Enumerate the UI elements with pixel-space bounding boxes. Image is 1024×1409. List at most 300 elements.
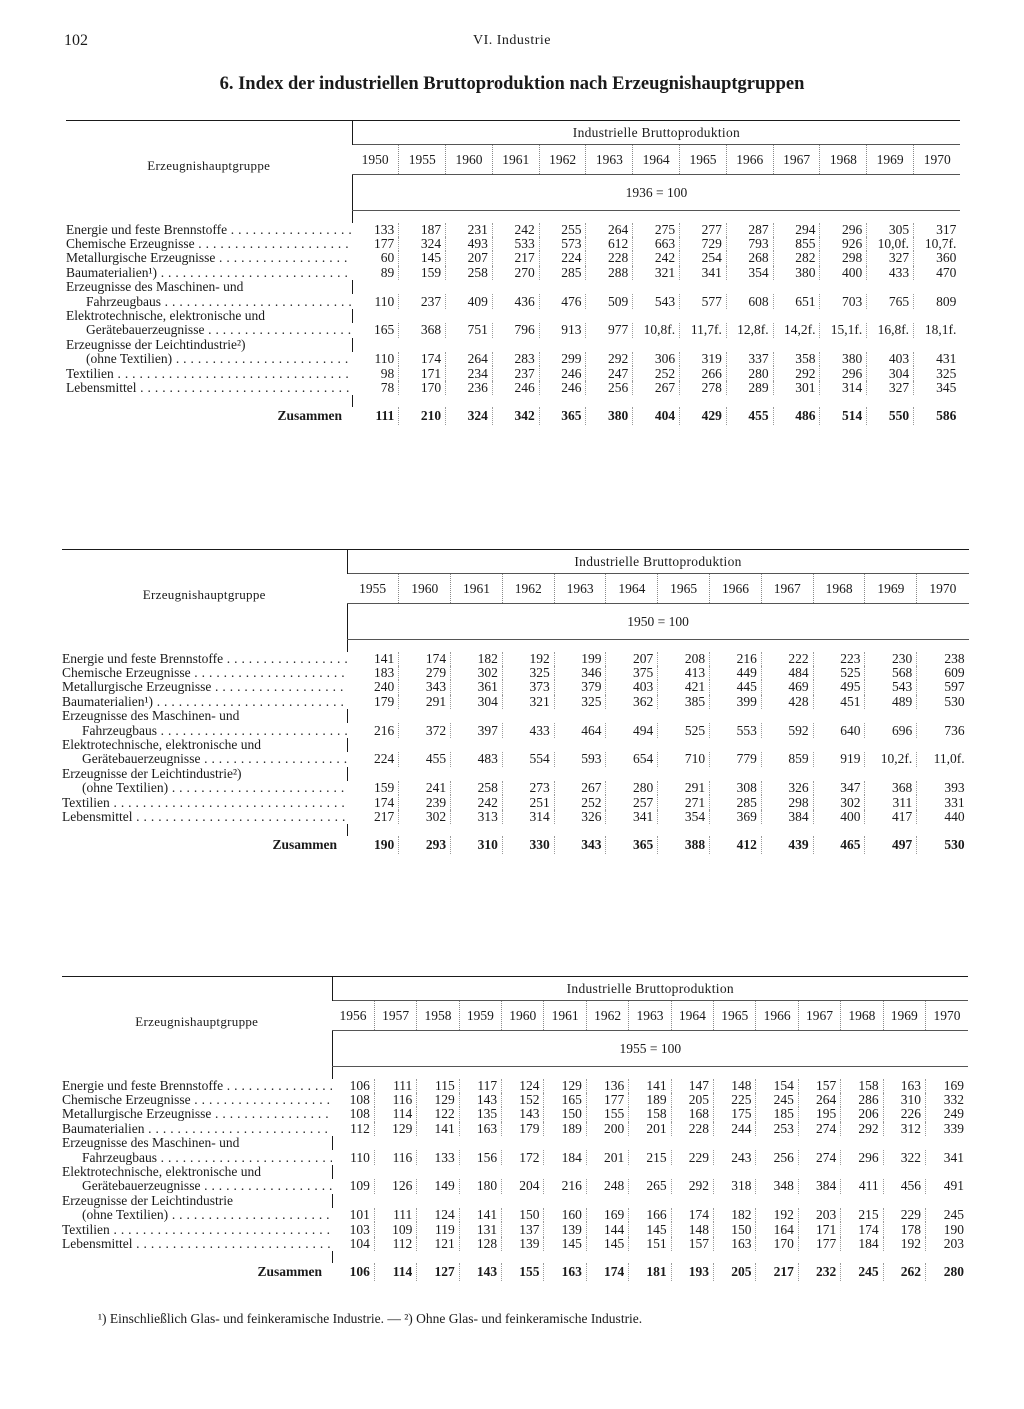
- value-cell: 304: [867, 366, 914, 380]
- value-cell: 237: [399, 294, 446, 308]
- value-cell: 258: [446, 266, 493, 280]
- value-cell: 158: [841, 1079, 883, 1093]
- value-cell: 280: [726, 366, 773, 380]
- row-label: Baumaterialien¹) . . .: [66, 266, 352, 280]
- value-cell: 10,2f.: [865, 752, 917, 766]
- year-header: 1967: [761, 574, 813, 604]
- value-cell: 294: [773, 223, 820, 237]
- value-cell: 110: [374, 293, 395, 309]
- value-cell: 182: [451, 652, 503, 666]
- value-cell: 348: [756, 1179, 798, 1193]
- value-cell: 150: [544, 1107, 586, 1121]
- value-cell: 296: [820, 366, 867, 380]
- table-row: [66, 309, 960, 323]
- total-label: Zusammen: [277, 408, 342, 424]
- value-cell: 145: [544, 1237, 586, 1251]
- value-cell: 525: [658, 723, 710, 737]
- value-cell: 533: [492, 237, 539, 251]
- value-cell: 325: [914, 366, 961, 380]
- value-cell: 148: [671, 1222, 713, 1236]
- value-cell: 230: [865, 652, 917, 666]
- value-cell: 175: [714, 1107, 756, 1121]
- total-value-cell: 412: [710, 836, 762, 854]
- value-cell: 436: [492, 294, 539, 308]
- value-cell: 163: [459, 1122, 501, 1136]
- value-cell: 145: [399, 251, 446, 265]
- value-cell: 177: [586, 1093, 628, 1107]
- value-cell: 111: [374, 1079, 416, 1093]
- total-value-cell: 245: [841, 1263, 883, 1281]
- value-cell: 421: [658, 680, 710, 694]
- value-cell: 226: [883, 1107, 925, 1121]
- spacer-cell: [352, 338, 960, 352]
- table-row: [62, 1122, 968, 1136]
- year-header: 1964: [633, 145, 680, 175]
- value-cell: 184: [544, 1150, 586, 1164]
- value-cell: 292: [671, 1179, 713, 1193]
- value-cell: 183: [374, 665, 395, 681]
- value-cell: 379: [554, 680, 606, 694]
- total-value-cell: 280: [926, 1263, 969, 1281]
- value-cell: 156: [459, 1150, 501, 1164]
- value-cell: 346: [554, 666, 606, 680]
- row-label: Baumaterialien¹) . . .: [62, 695, 347, 709]
- year-header: 1961: [544, 1001, 586, 1031]
- total-value-cell: 455: [726, 407, 773, 425]
- value-cell: 449: [710, 666, 762, 680]
- value-cell: 302: [399, 810, 451, 824]
- value-cell: 110: [350, 1149, 370, 1165]
- value-cell: 440: [917, 810, 969, 824]
- value-cell: 109: [374, 1222, 416, 1236]
- table-row: [66, 294, 960, 308]
- table-row: [62, 680, 969, 694]
- row-label: Elektrotechnische, elektronische und: [62, 737, 262, 753]
- value-cell: 112: [374, 1237, 416, 1251]
- value-cell: 403: [606, 680, 658, 694]
- value-cell: 509: [586, 294, 633, 308]
- value-cell: 362: [606, 695, 658, 709]
- value-cell: 493: [446, 237, 493, 251]
- value-cell: 222: [761, 652, 813, 666]
- value-cell: 287: [726, 223, 773, 237]
- value-cell: 201: [629, 1122, 671, 1136]
- value-cell: 78: [380, 379, 395, 395]
- value-cell: 573: [539, 237, 586, 251]
- value-cell: 314: [820, 381, 867, 395]
- table-row: [66, 237, 960, 251]
- value-cell: 11,7f.: [680, 323, 727, 337]
- value-cell: 11,0f.: [917, 752, 969, 766]
- value-cell: 326: [761, 781, 813, 795]
- value-cell: 236: [446, 381, 493, 395]
- value-cell: 141: [417, 1122, 459, 1136]
- year-header: 1969: [867, 145, 914, 175]
- value-cell: 205: [671, 1093, 713, 1107]
- running-head: VI. Industrie: [472, 33, 552, 48]
- value-cell: 464: [554, 723, 606, 737]
- spacer-cell: [332, 1067, 968, 1079]
- row-label: Metallurgische Erzeugnisse . . .: [66, 251, 352, 265]
- value-cell: 242: [492, 223, 539, 237]
- value-cell: 286: [841, 1093, 883, 1107]
- value-cell: 252: [554, 795, 606, 809]
- value-cell: 15,1f.: [820, 323, 867, 337]
- value-cell: 242: [633, 251, 680, 265]
- value-cell: 855: [773, 237, 820, 251]
- value-cell: 859: [761, 752, 813, 766]
- value-cell: 274: [798, 1150, 840, 1164]
- total-value-cell: 114: [374, 1263, 416, 1281]
- total-value-cell: 210: [399, 407, 446, 425]
- value-cell: 216: [374, 722, 395, 738]
- value-cell: 124: [417, 1208, 459, 1222]
- value-cell: 174: [399, 352, 446, 366]
- spacer-cell: [347, 767, 969, 781]
- value-cell: 199: [554, 652, 606, 666]
- value-cell: 809: [914, 294, 961, 308]
- value-cell: 124: [502, 1079, 544, 1093]
- total-value-cell: 181: [629, 1263, 671, 1281]
- value-cell: 248: [586, 1179, 628, 1193]
- year-header: 1955: [347, 574, 399, 604]
- value-cell: 145: [629, 1222, 671, 1236]
- value-cell: 16,8f.: [867, 323, 914, 337]
- value-cell: 491: [926, 1179, 969, 1193]
- value-cell: 476: [539, 294, 586, 308]
- row-label: Chemische Erzeugnisse . . .: [66, 237, 352, 251]
- value-cell: 306: [633, 352, 680, 366]
- spacer-cell: [332, 1136, 968, 1150]
- year-header: 1968: [813, 574, 865, 604]
- value-cell: 208: [658, 652, 710, 666]
- value-cell: 229: [883, 1208, 925, 1222]
- value-cell: 298: [820, 251, 867, 265]
- spacer-cell: [352, 211, 960, 223]
- value-cell: 325: [502, 666, 554, 680]
- total-value-cell: 193: [671, 1263, 713, 1281]
- value-cell: 433: [502, 723, 554, 737]
- value-cell: 256: [586, 381, 633, 395]
- value-cell: 217: [492, 251, 539, 265]
- value-cell: 187: [399, 223, 446, 237]
- year-header: 1960: [446, 145, 493, 175]
- value-cell: 369: [710, 810, 762, 824]
- value-cell: 265: [629, 1179, 671, 1193]
- row-label: Textilien . . .: [66, 366, 352, 380]
- value-cell: 257: [606, 795, 658, 809]
- total-value-cell: 343: [554, 836, 606, 854]
- year-header: 1962: [586, 1001, 628, 1031]
- value-cell: 104: [349, 1235, 370, 1251]
- table-row: [62, 1208, 968, 1222]
- value-cell: 165: [374, 322, 395, 338]
- value-cell: 311: [865, 795, 917, 809]
- row-label: Erzeugnisse des Maschinen- und: [62, 1136, 240, 1151]
- value-cell: 326: [554, 810, 606, 824]
- value-cell: 112: [350, 1120, 370, 1136]
- row-label: Erzeugnisse des Maschinen- und: [66, 280, 244, 295]
- value-cell: 144: [586, 1222, 628, 1236]
- total-value-cell: 530: [917, 836, 969, 854]
- value-cell: 470: [914, 266, 961, 280]
- year-header: 1967: [773, 145, 820, 175]
- row-label-continuation: Gerätebauerzeugnisse . . .: [66, 323, 352, 337]
- value-cell: 121: [417, 1237, 459, 1251]
- table-row: [62, 1136, 968, 1150]
- value-cell: 361: [451, 680, 503, 694]
- value-cell: 327: [867, 251, 914, 265]
- value-cell: 327: [867, 381, 914, 395]
- value-cell: 445: [710, 680, 762, 694]
- total-value-cell: 111: [375, 408, 395, 424]
- value-cell: 318: [714, 1179, 756, 1193]
- value-cell: 919: [813, 752, 865, 766]
- value-cell: 400: [813, 810, 865, 824]
- value-cell: 347: [813, 781, 865, 795]
- table-row: [62, 738, 969, 752]
- spacer-row: [62, 1251, 968, 1263]
- row-label: Elektrotechnische, elektronische und: [62, 1164, 262, 1180]
- value-cell: 696: [865, 723, 917, 737]
- spacer-cell: [62, 1251, 332, 1263]
- value-cell: 141: [459, 1208, 501, 1222]
- value-cell: 321: [502, 695, 554, 709]
- value-cell: 469: [761, 680, 813, 694]
- value-cell: 325: [554, 695, 606, 709]
- value-cell: 411: [841, 1179, 883, 1193]
- total-value-cell: 293: [399, 836, 451, 854]
- value-cell: 207: [446, 251, 493, 265]
- total-value-cell: 388: [658, 836, 710, 854]
- value-cell: 165: [544, 1093, 586, 1107]
- value-cell: 242: [451, 795, 503, 809]
- value-cell: 206: [841, 1107, 883, 1121]
- value-cell: 288: [586, 266, 633, 280]
- spacer-row: [62, 824, 969, 836]
- value-cell: 337: [726, 352, 773, 366]
- value-cell: 612: [586, 237, 633, 251]
- spacer-cell: [352, 309, 960, 323]
- value-cell: 143: [459, 1093, 501, 1107]
- value-cell: 483: [451, 752, 503, 766]
- total-value-cell: 106: [349, 1264, 370, 1280]
- value-cell: 182: [714, 1208, 756, 1222]
- value-cell: 166: [629, 1208, 671, 1222]
- label-header: Erzeugnishauptgruppe: [66, 121, 352, 211]
- row-label-continuation: (ohne Textilien) . . .: [66, 352, 352, 366]
- value-cell: 110: [374, 351, 395, 367]
- table-row: [66, 280, 960, 294]
- row-label: Erzeugnisse der Leichtindustrie²): [62, 766, 242, 781]
- value-cell: 292: [773, 366, 820, 380]
- value-cell: 195: [798, 1107, 840, 1121]
- value-cell: 279: [399, 666, 451, 680]
- total-value-cell: 439: [761, 836, 813, 854]
- value-cell: 179: [374, 693, 395, 709]
- value-cell: 417: [865, 810, 917, 824]
- value-cell: 321: [633, 266, 680, 280]
- group-header: Industrielle Bruttoproduktion: [352, 121, 960, 145]
- value-cell: 384: [761, 810, 813, 824]
- value-cell: 141: [374, 650, 395, 666]
- value-cell: 237: [492, 366, 539, 380]
- value-cell: 240: [374, 679, 395, 695]
- value-cell: 494: [606, 723, 658, 737]
- total-row: [62, 836, 969, 854]
- value-cell: 312: [883, 1122, 925, 1136]
- spacer-row: [66, 211, 960, 223]
- value-cell: 592: [761, 723, 813, 737]
- value-cell: 184: [841, 1237, 883, 1251]
- year-header: 1968: [820, 145, 867, 175]
- index-table: [62, 549, 969, 854]
- value-cell: 313: [451, 810, 503, 824]
- year-header: 1963: [554, 574, 606, 604]
- value-cell: 60: [380, 250, 395, 266]
- value-cell: 147: [671, 1079, 713, 1093]
- spacer-cell: [347, 709, 969, 723]
- value-cell: 302: [451, 666, 503, 680]
- year-header: 1956: [332, 1001, 374, 1031]
- row-label: Chemische Erzeugnisse . . .: [62, 1093, 332, 1107]
- total-row: [62, 1263, 968, 1281]
- value-cell: 345: [914, 381, 961, 395]
- row-label-continuation: (ohne Textilien) . . .: [62, 1208, 332, 1222]
- value-cell: 280: [606, 781, 658, 795]
- spacer-cell: [347, 824, 969, 836]
- value-cell: 239: [399, 795, 451, 809]
- value-cell: 159: [399, 266, 446, 280]
- value-cell: 663: [633, 237, 680, 251]
- value-cell: 271: [658, 795, 710, 809]
- value-cell: 305: [867, 223, 914, 237]
- value-cell: 122: [417, 1107, 459, 1121]
- year-header: 1965: [680, 145, 727, 175]
- value-cell: 304: [451, 695, 503, 709]
- value-cell: 393: [917, 781, 969, 795]
- header-group-row: [62, 550, 969, 574]
- year-header: 1966: [726, 145, 773, 175]
- value-cell: 217: [374, 808, 395, 824]
- year-header: 1962: [502, 574, 554, 604]
- year-header: 1964: [671, 1001, 713, 1031]
- row-label: Chemische Erzeugnisse . . .: [62, 666, 347, 680]
- table-row: [62, 1093, 968, 1107]
- value-cell: 703: [820, 294, 867, 308]
- value-cell: 131: [459, 1222, 501, 1236]
- value-cell: 264: [446, 352, 493, 366]
- value-cell: 10,8f.: [633, 323, 680, 337]
- total-value-cell: 365: [539, 407, 586, 425]
- value-cell: 343: [399, 680, 451, 694]
- value-cell: 152: [502, 1093, 544, 1107]
- value-cell: 129: [374, 1122, 416, 1136]
- value-cell: 384: [798, 1179, 840, 1193]
- table-row: [62, 767, 969, 781]
- value-cell: 246: [539, 381, 586, 395]
- value-cell: 267: [633, 381, 680, 395]
- value-cell: 174: [374, 794, 395, 810]
- index-table: [66, 120, 960, 425]
- value-cell: 177: [374, 236, 395, 252]
- value-cell: 207: [606, 652, 658, 666]
- row-label: Textilien . . .: [62, 795, 347, 809]
- table-row: [62, 1179, 968, 1193]
- total-value-cell: 310: [451, 836, 503, 854]
- year-header: 1960: [399, 574, 451, 604]
- value-cell: 158: [629, 1107, 671, 1121]
- value-cell: 108: [349, 1092, 370, 1108]
- value-cell: 247: [586, 366, 633, 380]
- spacer-cell: [352, 395, 960, 407]
- spacer-cell: [62, 1067, 332, 1079]
- value-cell: 264: [586, 223, 633, 237]
- row-label-continuation: Gerätebauerzeugnisse . . .: [62, 1179, 332, 1193]
- value-cell: 251: [502, 795, 554, 809]
- value-cell: 189: [629, 1093, 671, 1107]
- value-cell: 543: [865, 680, 917, 694]
- value-cell: 608: [726, 294, 773, 308]
- value-cell: 129: [544, 1079, 586, 1093]
- table-row: [66, 223, 960, 237]
- value-cell: 296: [820, 223, 867, 237]
- year-header: 1970: [914, 145, 961, 175]
- value-cell: 793: [726, 237, 773, 251]
- value-cell: 139: [544, 1222, 586, 1236]
- value-cell: 568: [865, 666, 917, 680]
- value-cell: 14,2f.: [773, 323, 820, 337]
- value-cell: 609: [917, 666, 969, 680]
- row-label-continuation: Fahrzeugbaus . . .: [62, 723, 347, 737]
- spacer-row: [62, 640, 969, 652]
- label-header: Erzeugnishauptgruppe: [62, 977, 332, 1067]
- total-row: [66, 407, 960, 425]
- value-cell: 400: [820, 266, 867, 280]
- row-label: Lebensmittel . . .: [66, 381, 352, 395]
- year-header: 1969: [883, 1001, 925, 1031]
- value-cell: 109: [349, 1178, 370, 1194]
- value-cell: 926: [820, 237, 867, 251]
- row-label-continuation: Gerätebauerzeugnisse . . .: [62, 752, 347, 766]
- header-group-row: [66, 121, 960, 145]
- table-row: [66, 352, 960, 366]
- total-value-cell: 342: [492, 407, 539, 425]
- table-row: [66, 323, 960, 337]
- value-cell: 115: [417, 1079, 459, 1093]
- value-cell: 129: [417, 1093, 459, 1107]
- value-cell: 231: [446, 223, 493, 237]
- total-value-cell: 380: [586, 407, 633, 425]
- value-cell: 495: [813, 680, 865, 694]
- page-title: 6. Index der industriellen Bruttoproduktion nach Erzeugnishauptgruppen: [219, 74, 805, 94]
- value-cell: 292: [841, 1122, 883, 1136]
- table-row: [62, 1237, 968, 1251]
- value-cell: 178: [883, 1222, 925, 1236]
- value-cell: 126: [374, 1179, 416, 1193]
- value-cell: 172: [502, 1150, 544, 1164]
- value-cell: 375: [606, 666, 658, 680]
- row-label: Erzeugnisse der Leichtindustrie: [62, 1193, 233, 1208]
- spacer-cell: [332, 1165, 968, 1179]
- spacer-cell: [66, 395, 352, 407]
- table-row: [62, 695, 969, 709]
- total-value-cell: 190: [374, 837, 395, 853]
- value-cell: 409: [446, 294, 493, 308]
- row-label-continuation: (ohne Textilien) . . .: [62, 781, 347, 795]
- value-cell: 302: [813, 795, 865, 809]
- value-cell: 170: [756, 1237, 798, 1251]
